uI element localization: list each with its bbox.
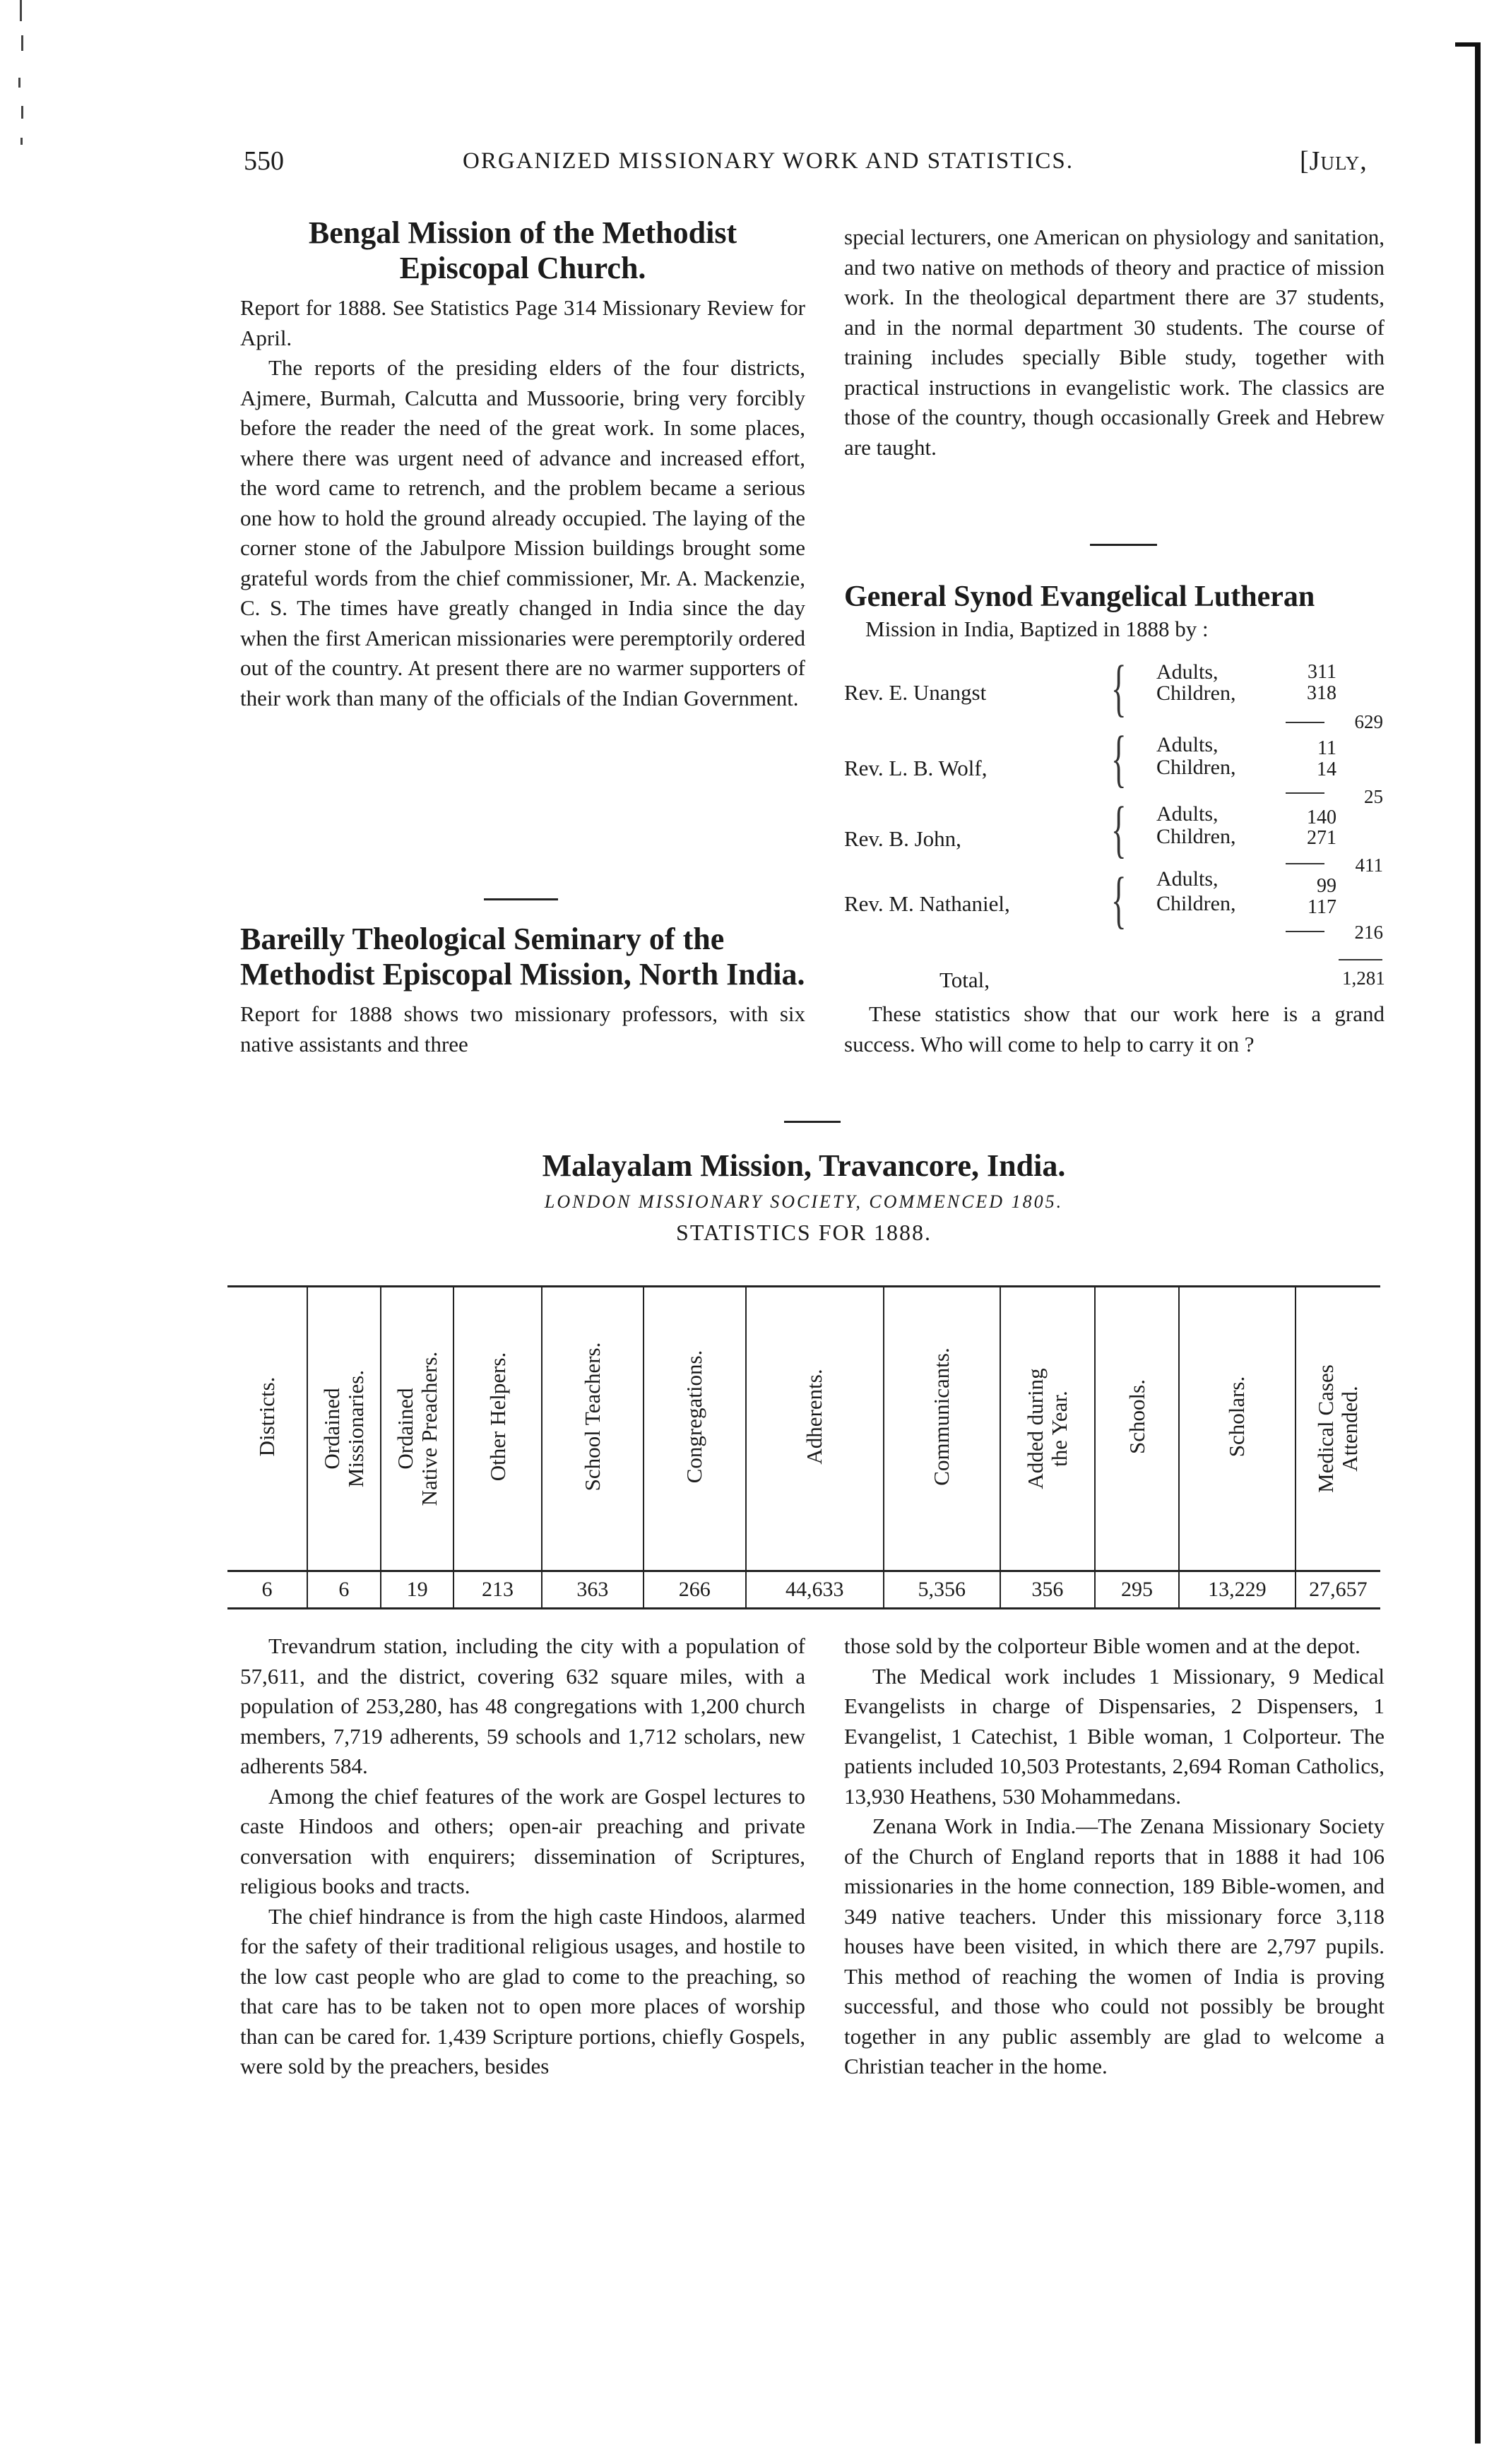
- column-header-text: Ordained Native Preachers.: [392, 1351, 441, 1506]
- malayalam-heading-block: [227, 1148, 1380, 1246]
- brace-glyph: {: [1111, 865, 1127, 935]
- scan-speck: [21, 106, 23, 119]
- table-cell: 44,633: [746, 1571, 884, 1609]
- synod-heading-block: [844, 579, 1388, 644]
- column-header-text: Communicants.: [929, 1347, 954, 1486]
- synod-row-name: Rev. L. B. Wolf,: [844, 756, 988, 780]
- malayalam-title: Malayalam Mission, Travancore, India.: [542, 1148, 1066, 1183]
- sum-rule: [1286, 722, 1324, 723]
- sum-rule: [1286, 931, 1324, 932]
- column-header: [746, 1287, 884, 1571]
- bengal-section: [240, 215, 805, 713]
- features-paragraph: Among the chief features of the work are Gospel lectures to caste Hindoos and others; open-air preaching and private conversation with enquirers; dissemination of Scriptures, religious books and tracts.: [240, 1783, 805, 1898]
- trevandrum-section: [240, 1631, 805, 2082]
- synod-footer: [844, 999, 1385, 1059]
- column-header-text: Districts.: [254, 1376, 279, 1457]
- table-row: [227, 1571, 1380, 1609]
- brace-glyph: {: [1111, 653, 1127, 723]
- column-header: [453, 1287, 541, 1571]
- sum-rule: [1286, 792, 1324, 794]
- adults-value: 311: [1308, 661, 1336, 683]
- column-header: [644, 1287, 745, 1571]
- table-cell: 363: [542, 1571, 644, 1609]
- table-cell: 356: [1000, 1571, 1095, 1609]
- total-rule: [1339, 959, 1382, 960]
- column-header-text: Schools.: [1124, 1379, 1149, 1454]
- medical-paragraph: The Medical work includes 1 Missionary, 9 Medical Evangelists in charge of Dispensaries, 2 Dispensers, 1 Evangelist, 1 Catechist, 1 Bible woman, 1 Colporteur. The patients included 10,503 Protestants, 2,694 Roman Catholics, 13,930 Heathens, 530 Mohammedans.: [844, 1663, 1385, 1809]
- page-edge-top: [1455, 42, 1481, 47]
- table-cell: 19: [381, 1571, 454, 1609]
- statistics-table: [227, 1285, 1380, 1609]
- running-date: [July,: [1300, 146, 1368, 176]
- children-label: Children,: [1156, 892, 1236, 915]
- row-total: 411: [1355, 855, 1383, 876]
- column-header-text: Congregations.: [682, 1350, 707, 1484]
- table-cell: 27,657: [1296, 1571, 1380, 1609]
- seminary-continuation: [844, 222, 1385, 463]
- brace-glyph: {: [1111, 794, 1127, 864]
- table-cell: 295: [1095, 1571, 1179, 1609]
- adults-label: Adults,: [1156, 733, 1219, 756]
- table-header-row: [227, 1287, 1380, 1571]
- synod-total-value: 1,281: [1342, 968, 1385, 989]
- column-header: [542, 1287, 644, 1571]
- bareilly-title: Bareilly Theological Seminary of the Methodist Episcopal Mission, North India.: [240, 922, 805, 992]
- column-header: [1296, 1287, 1380, 1571]
- table-cell: 6: [307, 1571, 381, 1609]
- running-title: ORGANIZED MISSIONARY WORK AND STATISTICS.: [463, 148, 1074, 174]
- column-header: [1000, 1287, 1095, 1571]
- scan-speck: [20, 0, 22, 21]
- sum-rule: [1286, 863, 1324, 864]
- bengal-report-line: Report for 1888. See Statistics Page 314 Missionary Review for April.: [240, 295, 805, 350]
- adults-value: 140: [1307, 807, 1336, 828]
- table-cell: 6: [227, 1571, 307, 1609]
- column-header: [227, 1287, 307, 1571]
- row-total: 629: [1354, 711, 1383, 732]
- section-divider: [484, 898, 558, 900]
- column-header-text: Medical Cases Attended.: [1313, 1364, 1363, 1493]
- column-header: [1095, 1287, 1179, 1571]
- adults-label: Adults,: [1156, 660, 1219, 684]
- table-cell: 266: [644, 1571, 745, 1609]
- synod-footer-text: These statistics show that our work here is a grand success. Who will come to help to carry it on ?: [844, 1001, 1385, 1057]
- column-header-text: Added during the Year.: [1022, 1368, 1072, 1489]
- column-header: [884, 1287, 1000, 1571]
- depot-paragraph: those sold by the colporteur Bible women and at the depot.: [844, 1633, 1360, 1658]
- adults-label: Adults,: [1156, 802, 1219, 826]
- section-divider: [784, 1121, 841, 1123]
- page-edge-shadow: [1475, 42, 1481, 2444]
- zenana-paragraph: Zenana Work in India.—The Zenana Missionary Society of the Church of England reports that in 1888 it had 106 missionaries in the home connection, 189 Bible-women, and 349 native teachers. Under this missionary force 3,118 houses have been visited, in which there are 2,797 pupils. This method of reaching the women of India is proving successful, and those who could not possibly be brought together in any public assembly are glad to welcome a Christian teacher in the home.: [844, 1814, 1385, 2078]
- medical-zenana-section: [844, 1631, 1385, 2082]
- children-value: 318: [1307, 682, 1336, 704]
- scan-speck: [21, 35, 23, 51]
- bengal-paragraph: The reports of the presiding elders of the four districts, Ajmere, Burmah, Calcutta and Mussoorie, bring very forcibly before the reader the need of the great work. In some places, where there was urgent need of advance and increased effort, the word came to retrench, and the problem became a serious one how to hold the ground already occupied. The laying of the corner stone of the Jabulpore Mission buildings brought some grateful words from the chief commissioner, Mr. A. Mackenzie, C. S. The times have greatly changed in India since the day when the first American missionaries were peremptorily ordered out of the country. At present there are no warmer supporters of their work than many of the officials of the Indian Government.: [240, 355, 805, 710]
- column-header-text: Scholars.: [1224, 1376, 1250, 1458]
- hindrance-paragraph: The chief hindrance is from the high caste Hindoos, alarmed for the safety of their traditional religious usages, and hostile to the low cast people who are glad to come to the preaching, so that care has to be taken not to open more places of worship than can be cared for. 1,439 Scripture portions, chiefly Gospels, were sold by the preachers, besides: [240, 1903, 805, 2078]
- scan-speck: [20, 138, 23, 145]
- children-label: Children,: [1156, 825, 1236, 848]
- trevandrum-paragraph: Trevandrum station, including the city with a population of 57,611, and the district, covering 632 square miles, with a population of 253,280, has 48 congregations with 1,200 church members, 7,719 adherents, 59 schools and 1,712 scholars, new adherents 584.: [240, 1633, 805, 1778]
- children-value: 117: [1308, 896, 1336, 918]
- children-label: Children,: [1156, 756, 1236, 779]
- column-header: [1179, 1287, 1296, 1571]
- column-header-text: Other Helpers.: [485, 1352, 510, 1482]
- bengal-title: Bengal Mission of the Methodist Episcopal Church.: [308, 215, 737, 285]
- synod-title: General Synod Evangelical Lutheran: [844, 581, 1315, 613]
- children-label: Children,: [1156, 682, 1236, 705]
- synod-row-name: Rev. M. Nathaniel,: [844, 891, 1010, 916]
- table-cell: 5,356: [884, 1571, 1000, 1609]
- synod-subtitle: Mission in India, Baptized in 1888 by :: [865, 617, 1209, 641]
- column-header-text: Adherents.: [802, 1369, 827, 1465]
- synod-row-name: Rev. E. Unangst: [844, 680, 987, 705]
- synod-total-label: Total,: [939, 968, 990, 992]
- bareilly-paragraph: Report for 1888 shows two missionary professors, with six native assistants and three: [240, 1001, 805, 1057]
- column-header-text: School Teachers.: [579, 1342, 605, 1492]
- malayalam-society: LONDON MISSIONARY SOCIETY, COMMENCED 1805.: [544, 1191, 1064, 1212]
- row-total: 216: [1354, 922, 1383, 943]
- adults-value: 11: [1317, 737, 1336, 759]
- page-number: 550: [244, 146, 284, 176]
- table-cell: 13,229: [1179, 1571, 1296, 1609]
- scan-speck: [18, 78, 20, 88]
- children-value: 14: [1317, 758, 1336, 780]
- row-total: 25: [1364, 786, 1383, 807]
- bareilly-section: [240, 922, 805, 1059]
- section-divider: [1090, 544, 1157, 546]
- adults-value: 99: [1317, 875, 1336, 897]
- column-header: [307, 1287, 381, 1571]
- malayalam-stats-heading: STATISTICS FOR 1888.: [676, 1220, 932, 1245]
- seminary-paragraph: special lecturers, one American on physiology and sanitation, and two native on methods of theory and practice of mission work. In the theological department there are 37 students, and in the normal department 30 students. The course of training includes specially Bible study, together with practical instructions in evangelistic work. The classics are those of the country, though occasionally Greek and Hebrew are taught.: [844, 225, 1385, 460]
- table-cell: 213: [453, 1571, 541, 1609]
- column-header: [381, 1287, 454, 1571]
- synod-row-name: Rev. B. John,: [844, 826, 961, 851]
- column-header-text: Ordained Missionaries.: [319, 1369, 368, 1488]
- adults-label: Adults,: [1156, 867, 1219, 891]
- children-value: 271: [1307, 827, 1336, 849]
- brace-glyph: {: [1111, 724, 1127, 794]
